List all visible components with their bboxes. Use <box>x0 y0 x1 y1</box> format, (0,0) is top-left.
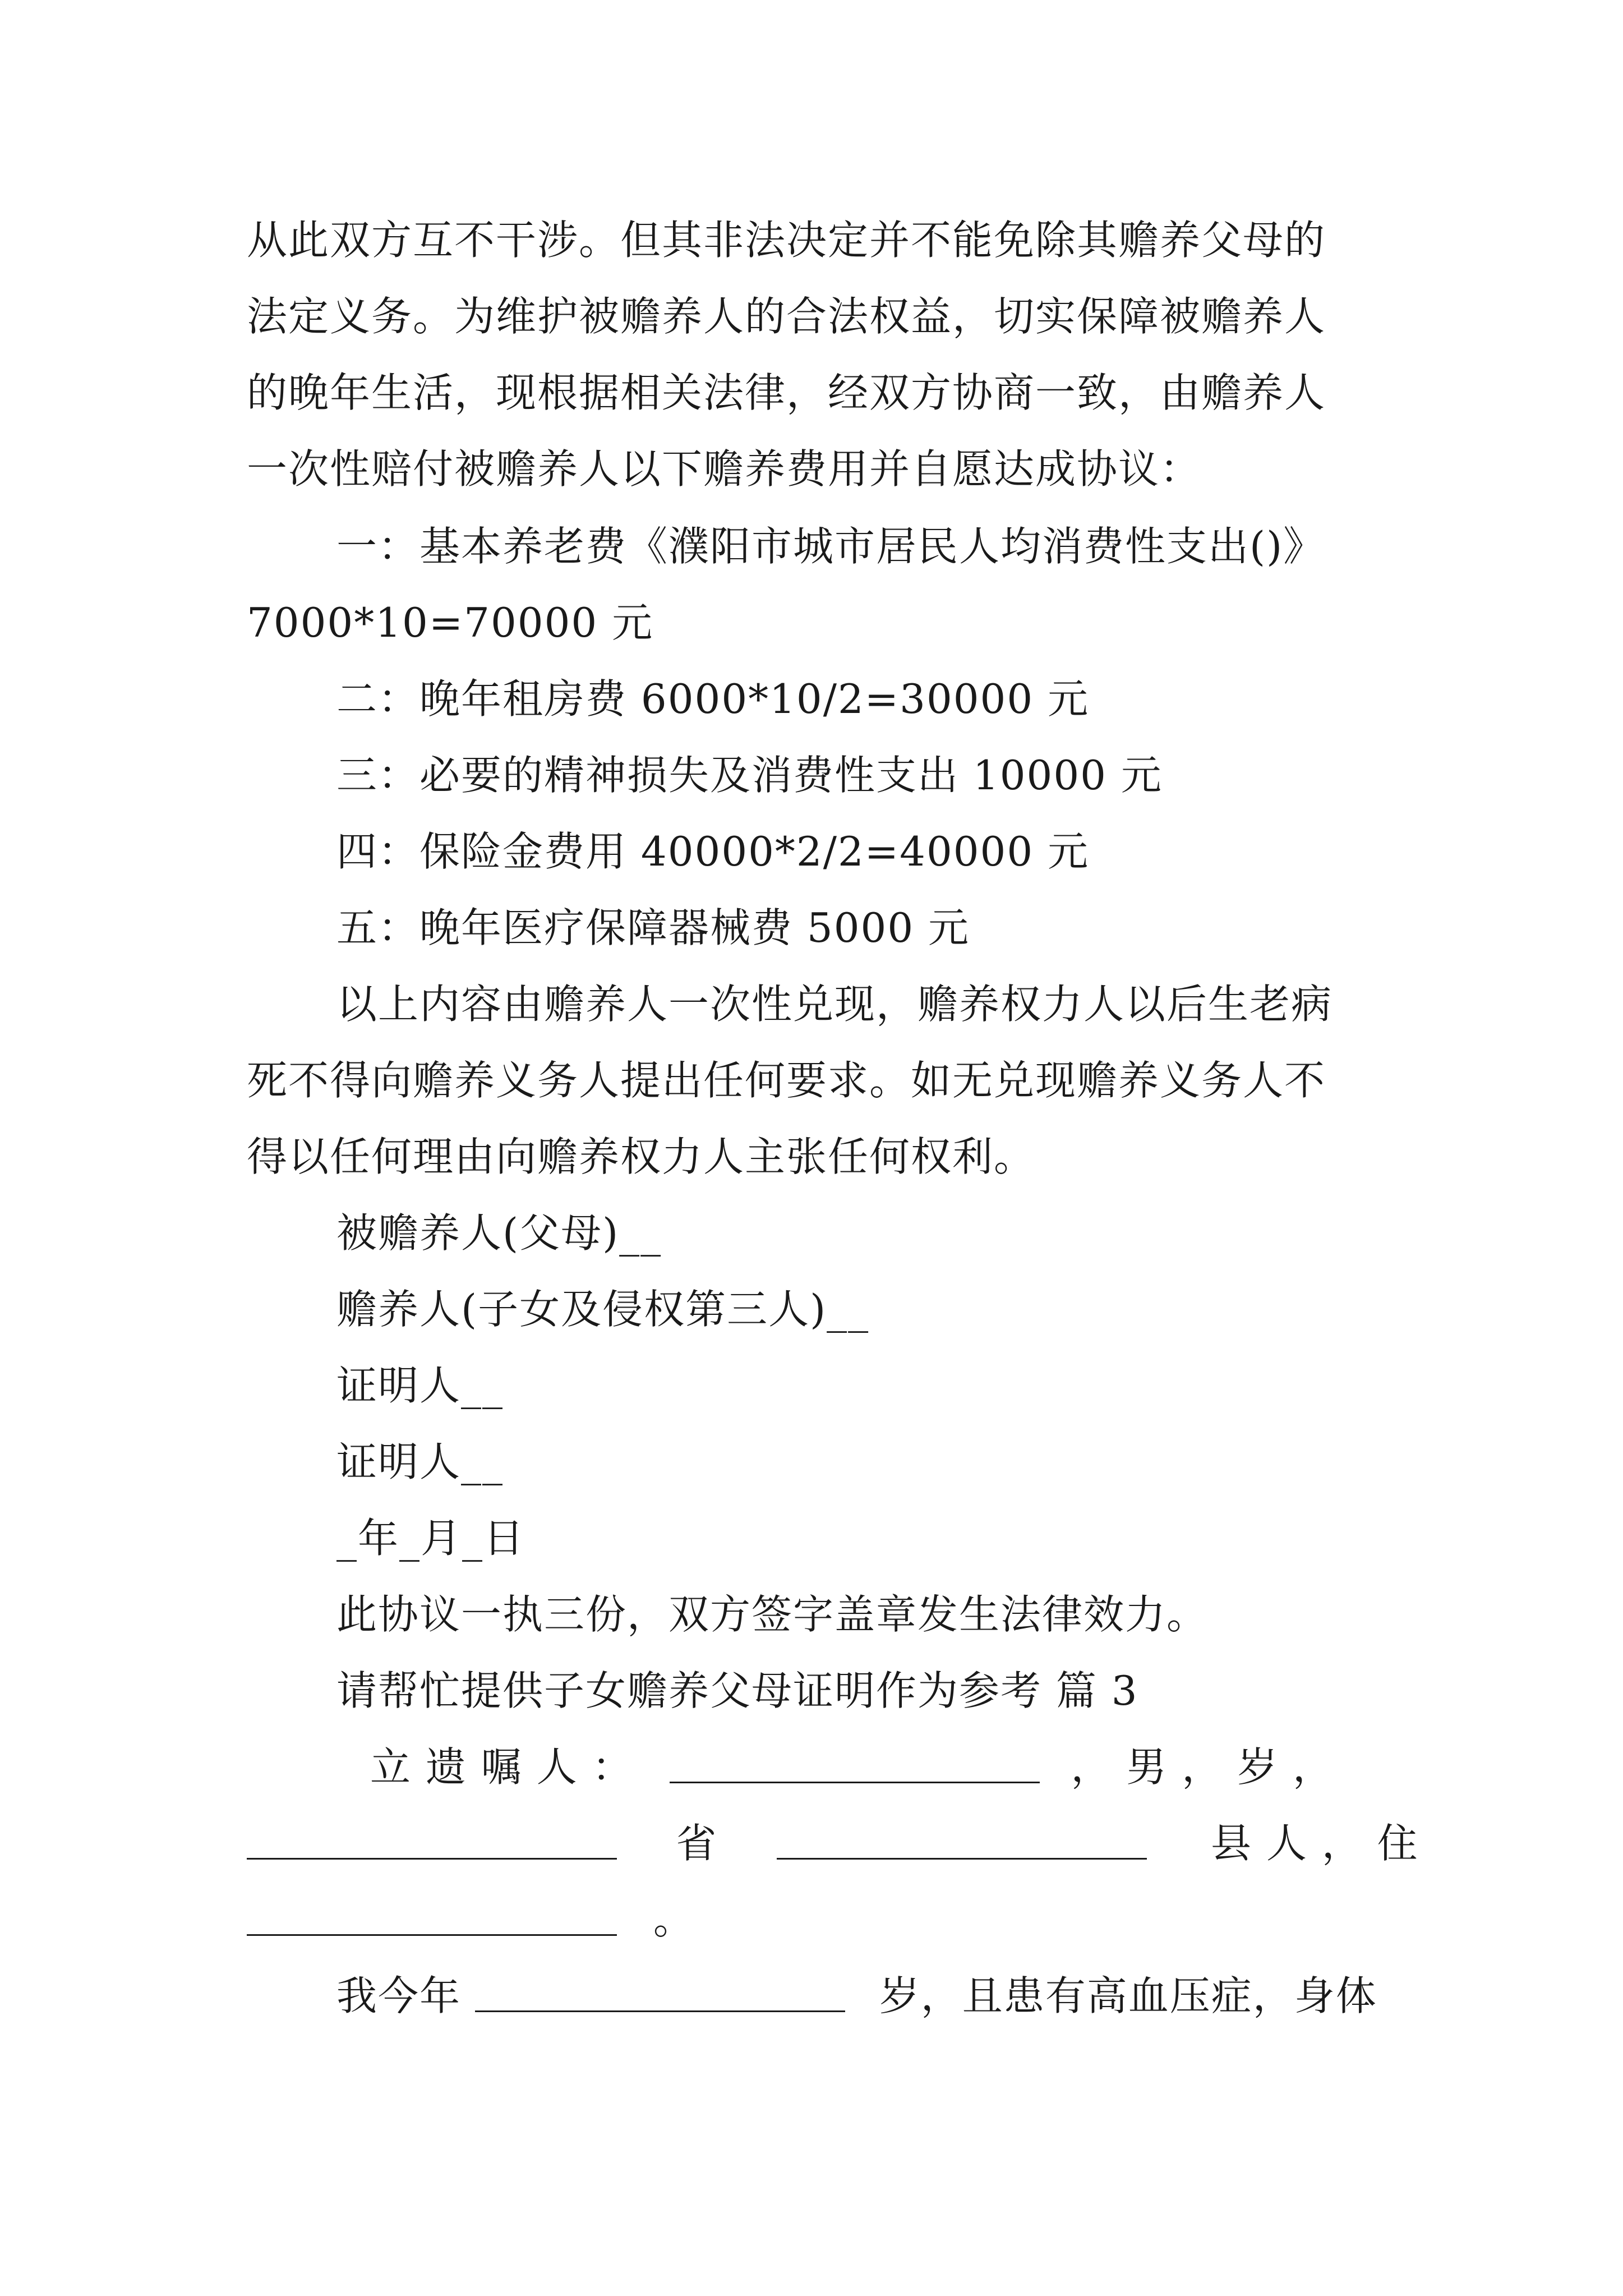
age-prefix: 我今年 <box>336 1972 462 2019</box>
item-basic-pension: 一：基本养老费《濮阳市城市居民人均消费性支出()》 <box>336 523 1325 570</box>
paragraph-line: 一次性赔付被赡养人以下赡养费用并自愿达成协议： <box>247 445 1202 493</box>
signature-witness: 证明人__ <box>336 1362 504 1409</box>
item-medical-equipment: 五：晚年医疗保障器械费 5000 元 <box>336 904 970 951</box>
section-title: 请帮忙提供子女赡养父母证明作为参考 篇 3 <box>336 1667 1138 1714</box>
county-blank <box>777 1816 1147 1860</box>
signature-supporter: 赡养人(子女及侵权第三人)__ <box>336 1286 870 1333</box>
date-line: _年_月_日 <box>336 1515 525 1562</box>
testator-label: 立 遗 嘱 人 ： <box>370 1743 634 1791</box>
testator-name-blank <box>670 1740 1040 1783</box>
item-basic-pension-amount: 7000*10=70000 元 <box>247 599 654 646</box>
item-insurance: 四：保险金费用 40000*2/2=40000 元 <box>336 828 1090 875</box>
province-blank <box>247 1816 617 1860</box>
will-testator-line <box>370 1740 1380 1796</box>
signature-witness: 证明人__ <box>336 1438 504 1485</box>
signature-supported-person: 被赡养人(父母)__ <box>336 1209 662 1257</box>
period: 。 <box>653 1896 695 1943</box>
male-age-text: ， 男 ， 岁 ， <box>1071 1743 1334 1791</box>
copies-note: 此协议一执三份，双方签字盖章发生法律效力。 <box>336 1591 1209 1638</box>
address-blank <box>247 1893 617 1936</box>
item-mental-damages: 三：必要的精神损失及消费性支出 10000 元 <box>336 752 1163 799</box>
will-origin-line <box>247 1816 1419 1872</box>
county-live-label: 县 人 ， 住 <box>1211 1820 1419 1867</box>
item-rent: 二：晚年租房费 6000*10/2=30000 元 <box>336 675 1090 723</box>
paragraph-line: 死不得向赡养义务人提出任何要求。如无兑现赡养义务人不 <box>247 1057 1326 1104</box>
paragraph-line: 得以任何理由向赡养权力人主张任何权利。 <box>247 1133 1036 1180</box>
paragraph-line: 从此双方互不干涉。但其非法决定并不能免除其赡养父母的 <box>247 217 1326 264</box>
will-address-line <box>247 1893 695 1949</box>
age-suffix: 岁，且患有高血压症，身体 <box>879 1972 1377 2019</box>
province-label: 省 <box>676 1820 718 1867</box>
age-blank <box>475 1969 845 2012</box>
paragraph-line: 法定义务。为维护被赡养人的合法权益，切实保障被赡养人 <box>247 293 1326 340</box>
paragraph-line: 以上内容由赡养人一次性兑现，赡养权力人以后生老病 <box>336 981 1333 1028</box>
paragraph-line: 的晚年生活，现根据相关法律，经双方协商一致，由赡养人 <box>247 369 1326 416</box>
will-age-line <box>336 1969 1377 2025</box>
